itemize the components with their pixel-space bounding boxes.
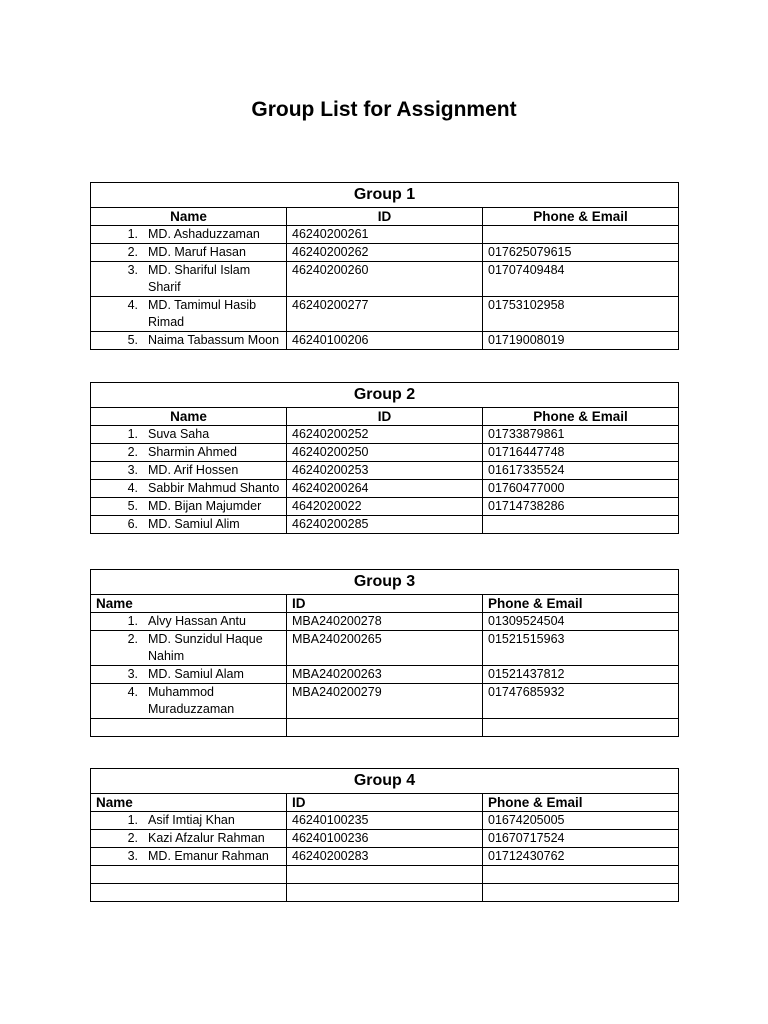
member-name: Sabbir Mahmud Shanto [148,481,280,495]
empty-cell [287,719,483,737]
group-table [90,569,679,737]
header-row [91,595,679,613]
name-column-header: Name [91,595,287,613]
row-number: 5. [127,499,138,513]
member-id: 46240100235 [287,812,483,830]
member-id: MBA240200263 [287,666,483,684]
group-table [90,382,679,534]
table-row [91,516,679,534]
member-name-cell [91,666,287,684]
contact-column-header: Phone & Email [483,595,679,613]
member-name: MD. Bijan Majumder [148,499,262,513]
member-name: Suva Saha [148,427,210,441]
member-name-cell [91,297,287,332]
member-name-cell [91,830,287,848]
table-row [91,613,679,631]
table-row [91,480,679,498]
member-name-cell [91,426,287,444]
member-name-cell [91,332,287,350]
member-name-cell [91,613,287,631]
group-table [90,768,679,902]
member-id: 46240200250 [287,444,483,462]
member-id: 46240200264 [287,480,483,498]
row-number: 2. [127,831,138,845]
member-name: Alvy Hassan Antu [148,614,246,628]
member-name: MD. Ashaduzzaman [148,227,260,241]
empty-cell [91,884,287,902]
member-contact: 01714738286 [483,498,679,516]
row-number: 4. [127,481,138,495]
member-id: MBA240200278 [287,613,483,631]
empty-cell [483,866,679,884]
header-row [91,408,679,426]
member-name-cell [91,848,287,866]
id-column-header: ID [287,595,483,613]
contact-column-header: Phone & Email [483,408,679,426]
member-name-cell [91,226,287,244]
member-id: 46240100206 [287,332,483,350]
header-row [91,208,679,226]
empty-cell [287,884,483,902]
row-number: 2. [127,245,138,259]
table-row [91,444,679,462]
empty-cell [287,866,483,884]
member-id: MBA240200265 [287,631,483,666]
table-row [91,830,679,848]
member-name: MD. Samiul Alam [148,667,244,681]
member-name-cell [91,812,287,830]
group-title: Group 4 [91,769,679,794]
member-id: MBA240200279 [287,684,483,719]
table-row [91,848,679,866]
id-column-header: ID [287,408,483,426]
member-id: 46240200285 [287,516,483,534]
table-row [91,226,679,244]
member-name: MD. Arif Hossen [148,463,239,477]
member-contact: 01521515963 [483,631,679,666]
member-contact: 01760477000 [483,480,679,498]
empty-cell [483,884,679,902]
member-contact: 01712430762 [483,848,679,866]
table-row [91,426,679,444]
row-number: 3. [127,667,138,681]
contact-column-header: Phone & Email [483,794,679,812]
group-title: Group 1 [91,183,679,208]
member-name-cell [91,462,287,480]
member-name: Sharmin Ahmed [148,445,237,459]
table-row [91,684,679,719]
name-column-header: Name [91,208,287,226]
member-name: MD. Tamimul Hasib Rimad [148,298,257,329]
member-name: MD. Emanur Rahman [148,849,269,863]
member-id: 4642020022 [287,498,483,516]
member-id: 46240200283 [287,848,483,866]
table-row [91,297,679,332]
member-contact: 01716447748 [483,444,679,462]
member-name-cell [91,480,287,498]
name-column-header: Name [91,408,287,426]
member-contact: 01707409484 [483,262,679,297]
member-contact: 01719008019 [483,332,679,350]
table-row [91,262,679,297]
row-number: 4. [127,298,138,312]
group-table [90,182,679,350]
member-name: MD. Samiul Alim [148,517,240,531]
member-id: 46240200252 [287,426,483,444]
member-id: 46240200277 [287,297,483,332]
member-name-cell [91,262,287,297]
member-name: Asif Imtiaj Khan [148,813,235,827]
id-column-header: ID [287,208,483,226]
member-id: 46240200260 [287,262,483,297]
member-name: MD. Maruf Hasan [148,245,246,259]
member-contact: 01753102958 [483,297,679,332]
empty-cell [483,719,679,737]
member-id: 46240200253 [287,462,483,480]
member-contact: 01674205005 [483,812,679,830]
group-title: Group 2 [91,383,679,408]
member-contact: 01309524504 [483,613,679,631]
row-number: 1. [127,427,138,441]
member-contact: 017625079615 [483,244,679,262]
empty-cell [91,866,287,884]
table-row [91,666,679,684]
member-name: MD. Sunzidul Haque Nahim [148,632,263,663]
row-number: 3. [127,849,138,863]
member-name-cell [91,244,287,262]
name-column-header: Name [91,794,287,812]
contact-column-header: Phone & Email [483,208,679,226]
id-column-header: ID [287,794,483,812]
member-id: 46240200261 [287,226,483,244]
member-name: MD. Shariful Islam Sharif [148,263,251,294]
member-name: Kazi Afzalur Rahman [148,831,265,845]
table-row [91,631,679,666]
member-contact: 01521437812 [483,666,679,684]
empty-row [91,719,679,737]
member-name: Naima Tabassum Moon [148,333,280,347]
member-name-cell [91,516,287,534]
row-number: 2. [127,632,138,646]
member-contact [483,516,679,534]
member-name-cell [91,498,287,516]
row-number: 1. [127,614,138,628]
member-id: 46240200262 [287,244,483,262]
member-id: 46240100236 [287,830,483,848]
row-number: 6. [127,517,138,531]
member-contact [483,226,679,244]
member-contact: 01733879861 [483,426,679,444]
header-row [91,794,679,812]
page-title: Group List for Assignment [251,98,517,121]
row-number: 1. [127,813,138,827]
member-name-cell [91,684,287,719]
group-title: Group 3 [91,570,679,595]
member-name-cell [91,444,287,462]
row-number: 3. [127,263,138,277]
member-name: Muhammod Muraduzzaman [148,685,235,716]
row-number: 3. [127,463,138,477]
row-number: 1. [127,227,138,241]
table-row [91,812,679,830]
member-contact: 01670717524 [483,830,679,848]
member-contact: 01747685932 [483,684,679,719]
row-number: 5. [127,333,138,347]
table-row [91,498,679,516]
table-row [91,462,679,480]
empty-cell [91,719,287,737]
empty-row [91,884,679,902]
empty-row [91,866,679,884]
member-name-cell [91,631,287,666]
row-number: 2. [127,445,138,459]
table-row [91,244,679,262]
member-contact: 01617335524 [483,462,679,480]
row-number: 4. [127,685,138,699]
table-row [91,332,679,350]
